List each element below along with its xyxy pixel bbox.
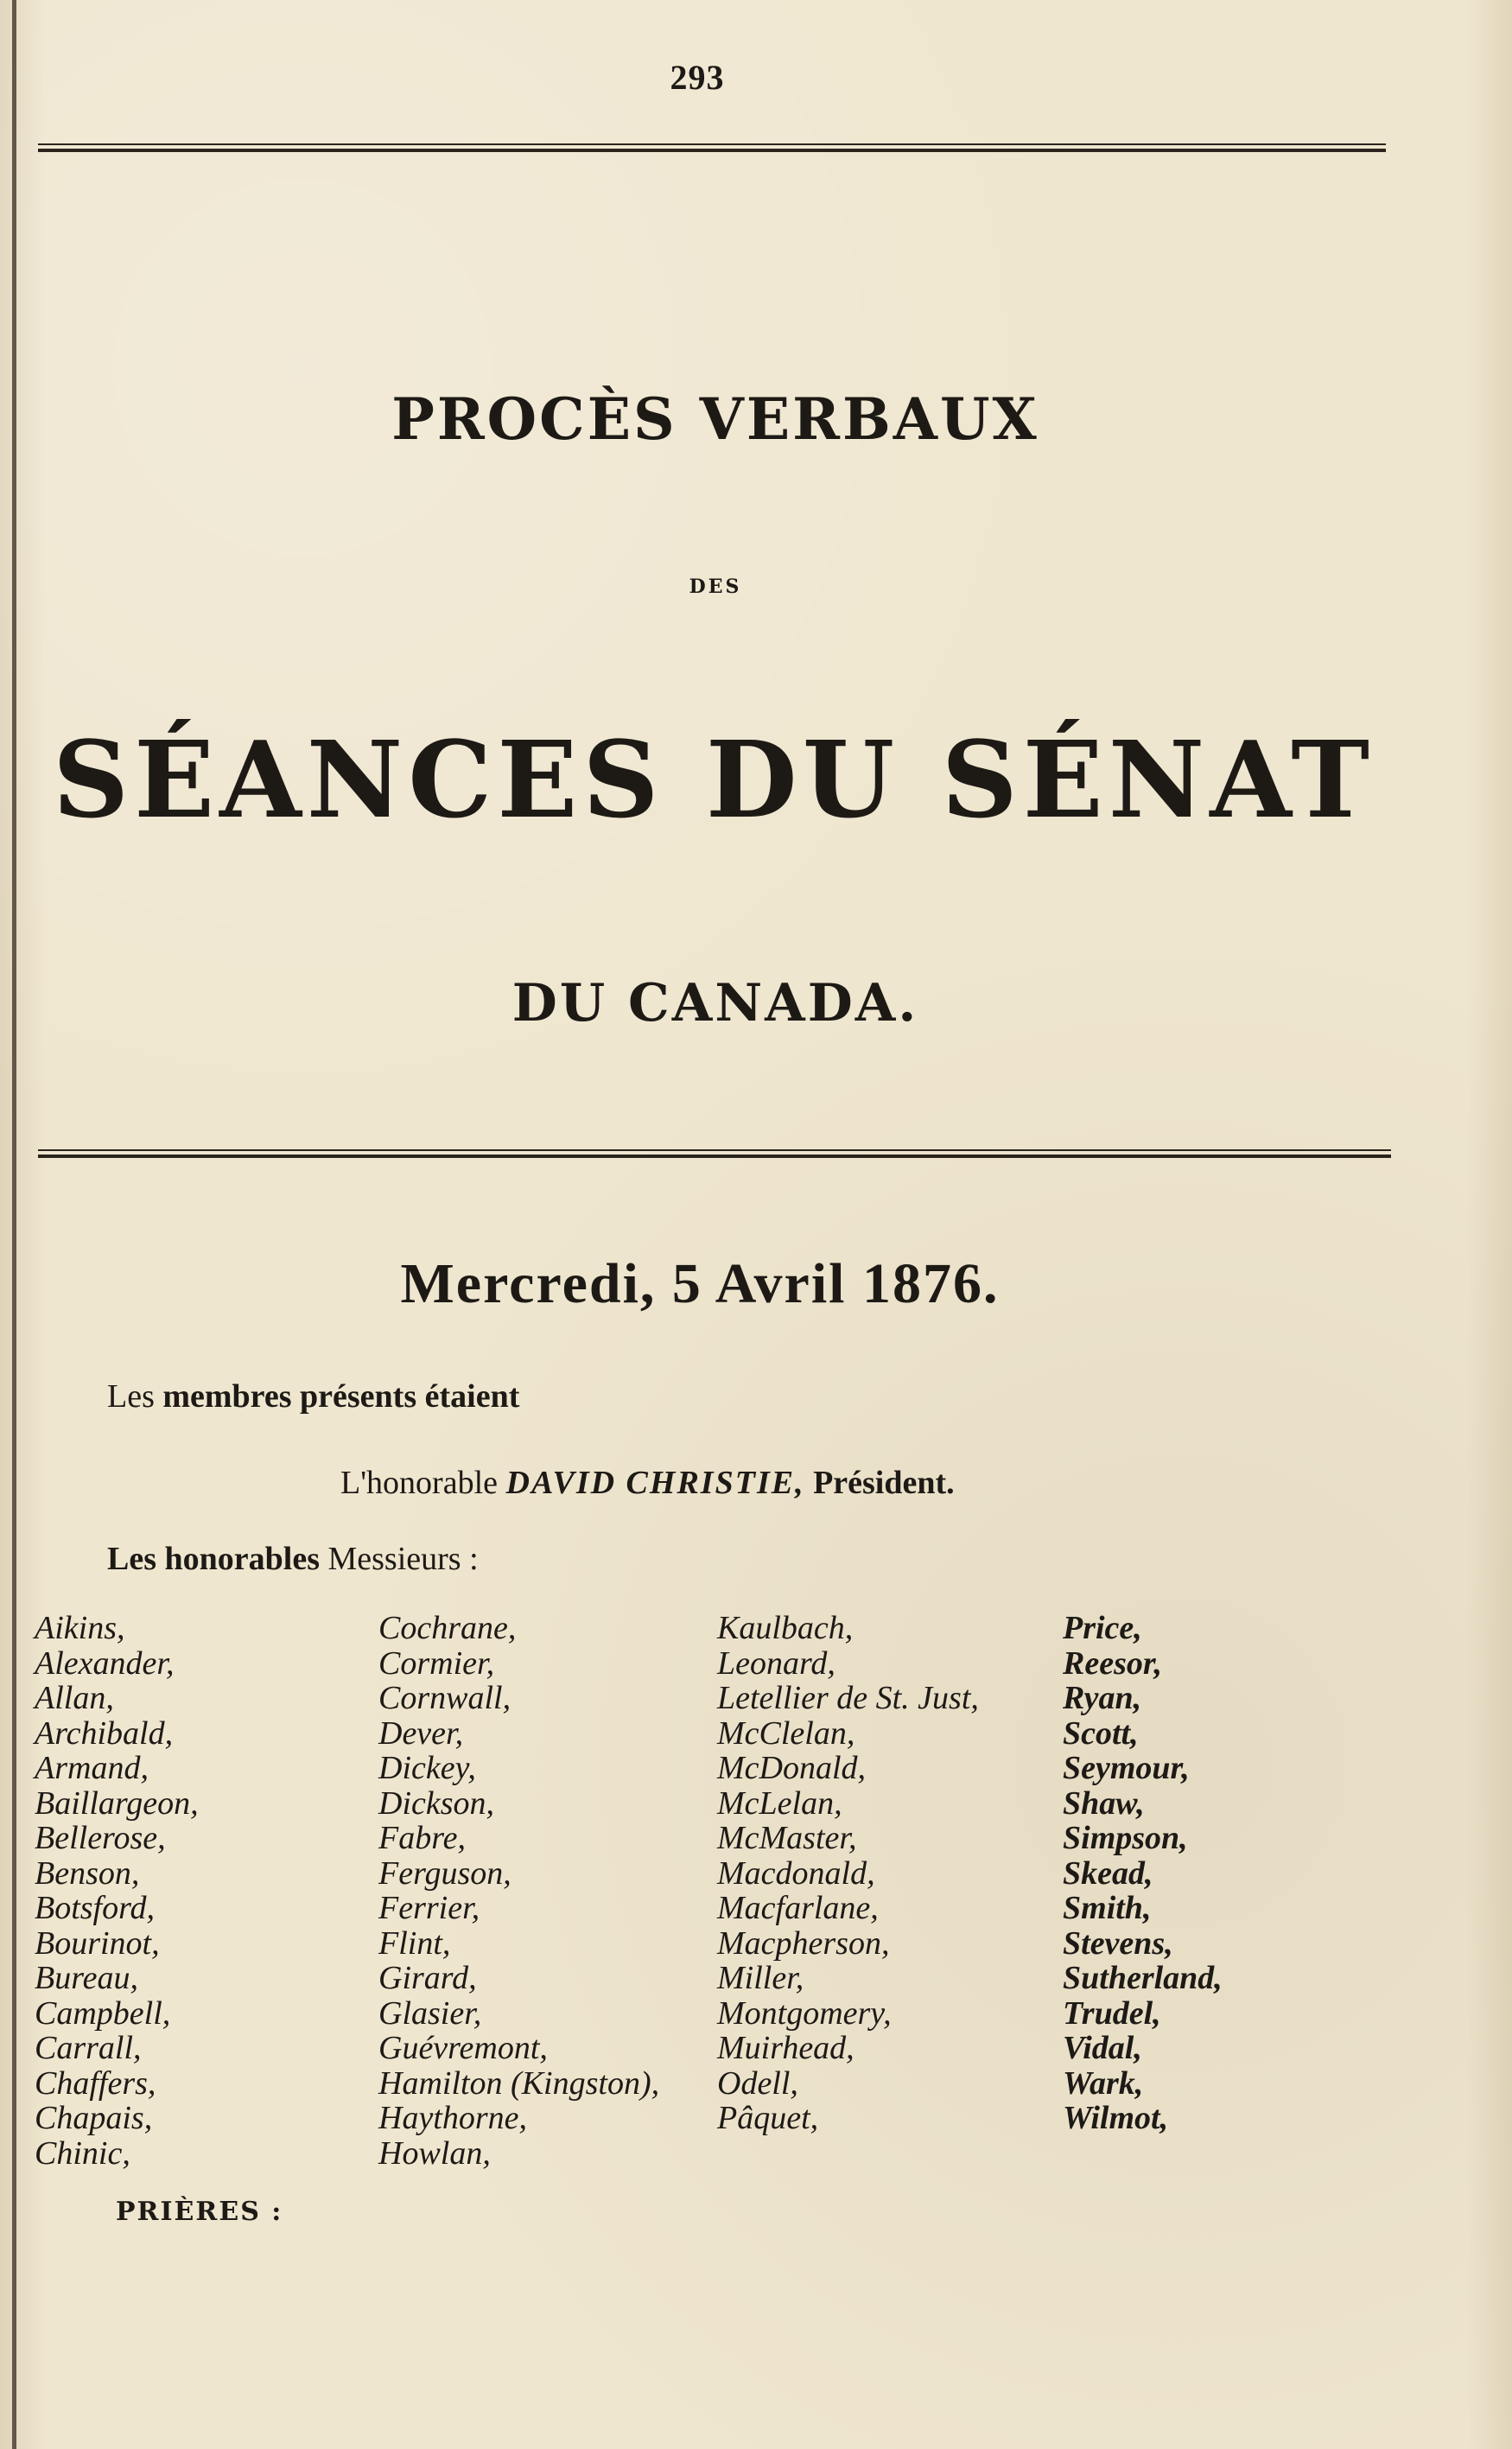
senator-name: McLelan,	[717, 1784, 842, 1822]
senator-name: Smith,	[1063, 1890, 1152, 1926]
senator-name: Baillargeon,	[35, 1784, 199, 1822]
page-number: 293	[670, 58, 725, 97]
senator-name: Wilmot,	[1063, 2100, 1169, 2136]
president-line	[340, 1464, 955, 1502]
senator-name: Campbell,	[35, 1994, 171, 2032]
senator-name: Fabre,	[378, 1820, 466, 1856]
senator-column-3	[717, 1611, 979, 2136]
senator-name: Macdonald,	[717, 1854, 875, 1892]
senator-name: Skead,	[1063, 1854, 1153, 1892]
senator-name: Haythorne,	[378, 2100, 528, 2136]
honorables-les-honorables: Les honorables	[107, 1541, 320, 1577]
members-present-membres: membres	[162, 1378, 292, 1415]
senator-name: Bureau,	[35, 1960, 138, 1996]
president-title: Président.	[813, 1465, 955, 1501]
members-present-etaient: présents étaient	[300, 1378, 520, 1415]
senator-name: Wark,	[1063, 2064, 1144, 2102]
senator-name: Simpson,	[1063, 1820, 1188, 1856]
president-prefix: L'honorable	[340, 1465, 499, 1501]
middle-double-rule	[38, 1149, 1391, 1158]
senator-name: Kaulbach,	[717, 1610, 854, 1646]
session-date: Mercredi, 5 Avril 1876.	[400, 1252, 1000, 1315]
senator-column-1	[35, 1611, 199, 2171]
senator-name: Shaw,	[1063, 1784, 1145, 1822]
senator-name: Aikins,	[35, 1610, 125, 1646]
senator-name: Alexander,	[35, 1644, 175, 1682]
senator-name: Guévremont,	[378, 2030, 548, 2066]
senator-name: Odell,	[717, 2064, 798, 2102]
president-name: DAVID CHRISTIE,	[505, 1465, 805, 1501]
senator-name: Flint,	[378, 1924, 451, 1962]
senator-column-4	[1063, 1611, 1223, 2136]
senator-name: Armand,	[35, 1750, 149, 1786]
members-present-les: Les	[107, 1378, 155, 1415]
senator-name: Botsford,	[35, 1890, 155, 1926]
senator-name: Scott,	[1063, 1714, 1139, 1752]
senator-name: Macfarlane,	[717, 1890, 879, 1926]
page-binding-edge	[12, 0, 16, 2449]
senator-column-2	[378, 1611, 659, 2171]
senator-name: Hamilton (Kingston),	[378, 2064, 660, 2102]
senator-name: Stevens,	[1063, 1924, 1173, 1962]
senator-list	[35, 1611, 1400, 2190]
senator-name: Howlan,	[378, 2134, 491, 2172]
senator-name: Miller,	[717, 1960, 804, 1996]
senator-name: Chinic,	[35, 2134, 130, 2172]
honorables-messieurs: Messieurs :	[327, 1541, 479, 1577]
senator-name: Glasier,	[378, 1994, 482, 2032]
title-du-canada: DU CANADA.	[511, 973, 919, 1034]
senator-name: Vidal,	[1063, 2030, 1142, 2066]
senator-name: Montgomery,	[717, 1994, 892, 2032]
senator-name: Cornwall,	[378, 1680, 511, 1716]
senator-name: Archibald,	[35, 1714, 174, 1752]
senator-name: McMaster,	[717, 1820, 857, 1856]
senator-name: Macpherson,	[717, 1924, 890, 1962]
senator-name: Dickson,	[378, 1784, 495, 1822]
senator-name: Dickey,	[378, 1750, 476, 1786]
senator-name: Pâquet,	[717, 2100, 819, 2136]
senator-name: Leonard,	[717, 1644, 835, 1682]
senator-name: Cormier,	[378, 1644, 495, 1682]
senator-name: Trudel,	[1063, 1994, 1161, 2032]
senator-name: Allan,	[35, 1680, 114, 1716]
senator-name: Bourinot,	[35, 1924, 160, 1962]
senator-name: Benson,	[35, 1854, 140, 1892]
title-des: DES	[689, 576, 742, 598]
title-proces-verbaux: PROCÈS VERBAUX	[391, 385, 1039, 453]
senator-name: Girard,	[378, 1960, 477, 1996]
senator-name: Sutherland,	[1063, 1960, 1223, 1996]
senator-name: Seymour,	[1063, 1750, 1190, 1786]
senator-name: McDonald,	[717, 1750, 867, 1786]
senator-name: Ferrier,	[378, 1890, 480, 1926]
senator-name: Bellerose,	[35, 1820, 166, 1856]
title-seances-du-senat: SÉANCES DU SÉNAT	[53, 717, 1375, 842]
senator-name: Letellier de St. Just,	[717, 1680, 979, 1716]
senator-name: Cochrane,	[378, 1610, 517, 1646]
senator-name: Ryan,	[1063, 1680, 1142, 1716]
senator-name: Carrall,	[35, 2030, 142, 2066]
senator-name: McClelan,	[717, 1714, 855, 1752]
senator-name: Reesor,	[1063, 1644, 1163, 1682]
senator-name: Muirhead,	[717, 2030, 854, 2066]
senator-name: Price,	[1063, 1610, 1142, 1646]
senator-name: Chapais,	[35, 2100, 153, 2136]
prayers-heading: PRIÈRES :	[116, 2197, 283, 2227]
senator-name: Chaffers,	[35, 2064, 156, 2102]
members-present-line	[107, 1377, 519, 1415]
honorables-heading	[107, 1540, 479, 1578]
senator-name: Ferguson,	[378, 1854, 511, 1892]
top-double-rule	[38, 143, 1386, 152]
senator-name: Dever,	[378, 1714, 464, 1752]
